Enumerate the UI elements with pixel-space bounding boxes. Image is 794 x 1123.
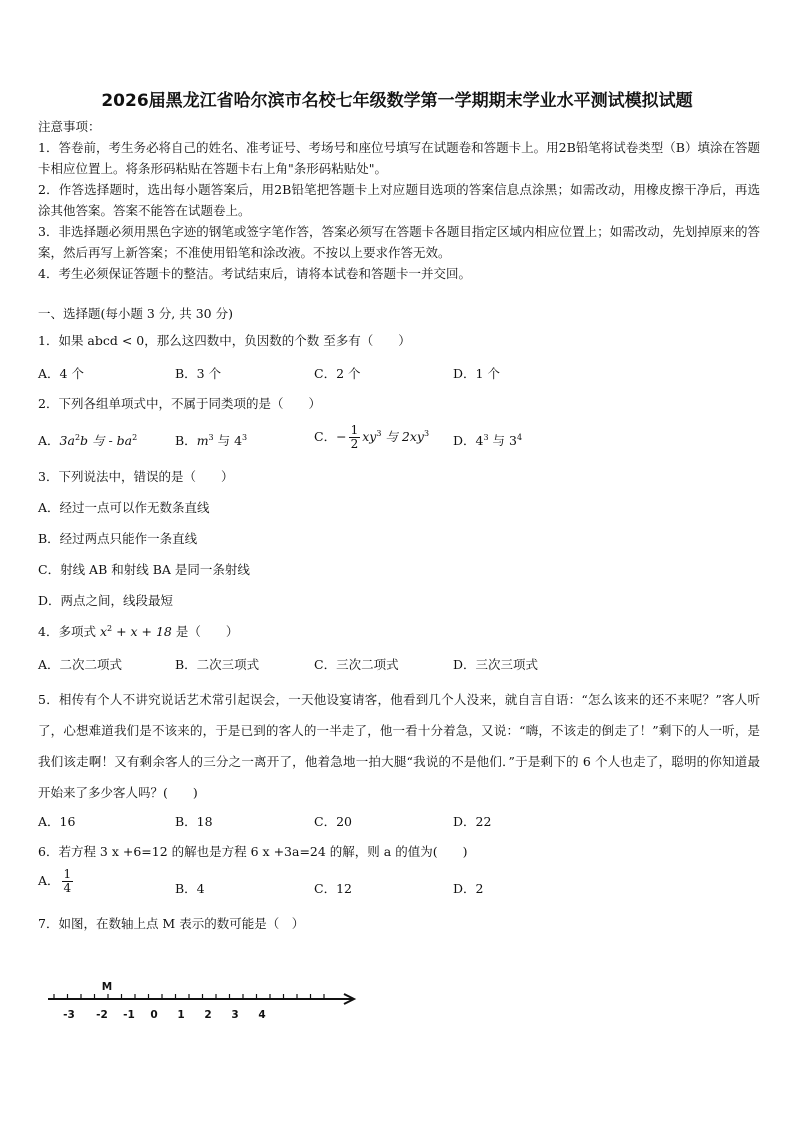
question-2-stem: 2．下列各组单项式中，不属于同类项的是（ ） bbox=[38, 396, 321, 411]
math-exponent: 3 bbox=[208, 432, 214, 442]
point-m-label: M bbox=[101, 981, 113, 993]
question-1-option-b: B．3 个 bbox=[175, 366, 222, 381]
math-term: m bbox=[196, 433, 209, 448]
math-term: b 与 - ba bbox=[80, 433, 133, 448]
fraction-denominator: 4 bbox=[63, 881, 72, 895]
question-7-stem: 7．如图，在数轴上点 M 表示的数可能是（ ） bbox=[38, 916, 305, 931]
question-5-option-b: B．18 bbox=[175, 814, 213, 829]
math-fraction bbox=[62, 868, 74, 895]
question-6-option-a bbox=[38, 868, 75, 895]
question-6-option-c: C．12 bbox=[314, 881, 352, 896]
notice-item-3: 3．非选择题必须用黑色字迹的钢笔或签字笔作答，答案必须写在答题卡各题目指定区域内相应位置上；如需改动，先划掉原来的答案，然后再写上新答案；不准使用铅笔和涂改液。不按以上要求作答无效。 bbox=[38, 224, 760, 260]
option-label: D． bbox=[453, 433, 476, 448]
tick-label-group bbox=[63, 1009, 265, 1021]
math-term: 与 3 bbox=[488, 433, 517, 448]
option-label: B． bbox=[175, 433, 197, 448]
math-exponent: 3 bbox=[423, 428, 430, 438]
question-1-option-c: C．2 个 bbox=[314, 366, 361, 381]
question-3-option-d: D．两点之间，线段最短 bbox=[38, 593, 174, 608]
notice-item-1: 1．答卷前，考生务必将自己的姓名、准考证号、考场号和座位号填写在试题卷和答题卡上。用2B铅笔将试卷类型（B）填涂在答题卡相应位置上。将条形码粘贴在答题卡右上角"条形码粘贴处"。 bbox=[38, 140, 760, 176]
stem-text: 是（ ） bbox=[171, 624, 239, 639]
question-6-stem: 6．若方程 3 x +6=12 的解也是方程 6 x +3a=24 的解，则 a 的值为( ) bbox=[38, 844, 468, 859]
question-1-option-a: A．4 个 bbox=[38, 366, 84, 381]
fraction-denominator: 2 bbox=[350, 437, 359, 451]
question-2-option-b bbox=[175, 431, 247, 449]
option-label: A． bbox=[38, 433, 60, 448]
math-term: 与 4 bbox=[213, 433, 243, 448]
number-line-tick-label: 0 bbox=[150, 1009, 158, 1021]
notice-heading: 注意事项： bbox=[38, 119, 101, 134]
math-exponent: 3 bbox=[376, 428, 382, 438]
number-line-tick-label: 3 bbox=[231, 1009, 239, 1021]
question-4-option-b: B．二次三项式 bbox=[175, 657, 260, 672]
question-2-option-c bbox=[314, 424, 429, 451]
question-3-stem: 3．下列说法中，错误的是（ ） bbox=[38, 469, 234, 484]
math-term: 与 2xy bbox=[381, 429, 424, 444]
math-term: xy bbox=[362, 429, 377, 444]
fraction-numerator: 1 bbox=[350, 423, 359, 437]
question-1-option-d: D．1 个 bbox=[453, 366, 500, 381]
number-line-tick-label: 2 bbox=[204, 1009, 212, 1021]
math-minus: − bbox=[336, 429, 347, 444]
question-5-option-c: C．20 bbox=[314, 814, 352, 829]
question-2-option-d bbox=[453, 431, 522, 449]
question-1-stem: 1．如果 abcd < 0，那么这四数中，负因数的个数 至多有（ ） bbox=[38, 333, 411, 348]
math-term: + x + 18 bbox=[112, 624, 172, 639]
math-exponent: 2 bbox=[107, 623, 113, 633]
question-5-option-a: A．16 bbox=[38, 814, 76, 829]
section-heading: 一、选择题(每小题 3 分, 共 30 分) bbox=[38, 306, 233, 321]
number-line-tick-label: -3 bbox=[63, 1009, 75, 1021]
number-line-tick-label: 1 bbox=[177, 1009, 185, 1021]
math-fraction bbox=[349, 424, 361, 451]
math-term: 4 bbox=[475, 433, 484, 448]
option-label: A． bbox=[38, 873, 60, 888]
tick-group bbox=[54, 994, 324, 999]
question-5-stem: 5．相传有个人不讲究说话艺术常引起误会，一天他设宴请客，他看到几个人没来，就自言自语：“怎么该来的还不来呢？”客人听了，心想难道我们是不该来的，于是已到的客人的一半走了，他一看十分着急，又说：“嗨，不该走的倒走了！”剩下的人一听，是我们该走啊！又有剩余客人的三分之一离开了，他着急地一拍大腿“我说的不是他们．”于是剩下的 6 个人也走了，聪明的你知道最开始来了多少客人吗？( ) bbox=[38, 692, 760, 800]
question-5-option-d: D．22 bbox=[453, 814, 492, 829]
notice-item-4: 4．考生必须保证答题卡的整洁。考试结束后，请将本试卷和答题卡一并交回。 bbox=[38, 266, 471, 281]
math-term: 3a bbox=[59, 433, 75, 448]
math-exponent: 4 bbox=[516, 432, 523, 442]
question-6-option-b: B．4 bbox=[175, 881, 205, 896]
stem-text: 4．多项式 bbox=[38, 624, 100, 639]
page-title: 2026届黑龙江省哈尔滨市名校七年级数学第一学期期末学业水平测试模拟试题 bbox=[101, 91, 693, 111]
question-2-option-a bbox=[38, 431, 137, 449]
question-6-option-d: D．2 bbox=[453, 881, 484, 896]
question-4-option-c: C．三次二项式 bbox=[314, 657, 399, 672]
number-line-tick-label: -1 bbox=[123, 1009, 135, 1021]
math-exponent: 2 bbox=[74, 432, 81, 442]
question-3-option-a: A．经过一点可以作无数条直线 bbox=[38, 500, 210, 515]
option-label: C． bbox=[314, 429, 337, 444]
math-term: x bbox=[99, 624, 107, 639]
fraction-numerator: 1 bbox=[63, 867, 72, 881]
question-4-stem bbox=[38, 621, 238, 642]
number-line-tick-label: -2 bbox=[96, 1009, 108, 1021]
number-line-tick-label: 4 bbox=[258, 1009, 266, 1021]
notice-item-2: 2．作答选择题时，选出每小题答案后，用2B铅笔把答题卡上对应题目选项的答案信息点涂黑；如需改动，用橡皮擦干净后，再选涂其他答案。答案不能答在试题卷上。 bbox=[38, 182, 760, 218]
question-3-option-c: C．射线 AB 和射线 BA 是同一条射线 bbox=[38, 562, 250, 577]
math-exponent: 2 bbox=[132, 432, 138, 442]
number-line-figure bbox=[40, 975, 380, 1035]
question-3-option-b: B．经过两点只能作一条直线 bbox=[38, 531, 198, 546]
question-4-option-a: A．二次二项式 bbox=[38, 657, 123, 672]
question-4-option-d: D．三次三项式 bbox=[453, 657, 539, 672]
math-exponent: 3 bbox=[242, 432, 248, 442]
math-exponent: 3 bbox=[483, 432, 489, 442]
